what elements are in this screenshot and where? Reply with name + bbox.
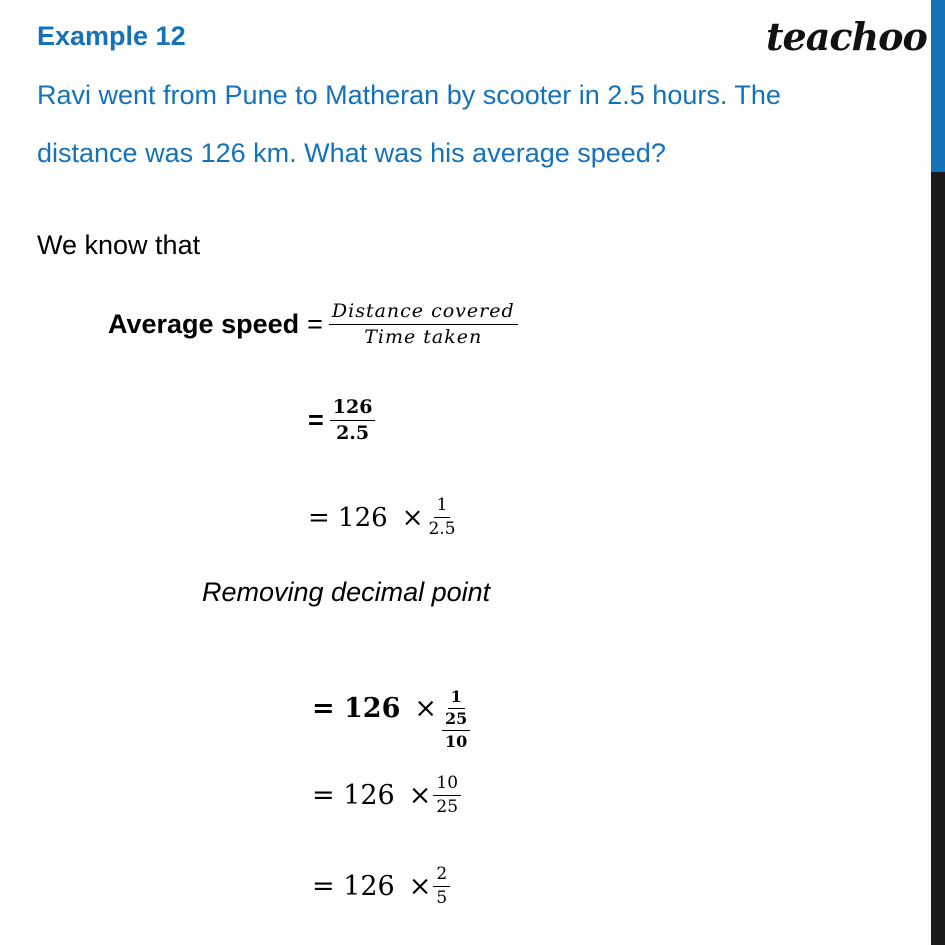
formula-denominator: Time taken [364, 325, 483, 348]
step-3 [312, 667, 473, 750]
step-3-inner-fraction [442, 708, 470, 751]
teachoo-logo[interactable]: teachoo [766, 14, 927, 59]
step-4-fraction [433, 775, 461, 817]
formula-fraction [329, 302, 518, 348]
step-2 [308, 497, 459, 539]
step-5-numerator: 2 [433, 866, 450, 887]
step-3-lhs: = 126 [312, 693, 401, 725]
formula-row [108, 302, 518, 348]
step-5-denominator: 5 [436, 887, 448, 908]
step-5 [312, 866, 450, 908]
example-title: Example 12 [37, 21, 186, 51]
step-3-numerator: 1 [448, 689, 465, 709]
step-4-lhs: = 126 [312, 780, 395, 812]
step-2-lhs: = 126 [308, 502, 388, 533]
step-1-numerator: 126 [330, 398, 376, 421]
step-4-denominator: 25 [436, 796, 459, 817]
formula-numerator: Distance covered [329, 302, 518, 325]
intro-text: We know that [37, 230, 201, 260]
question-line-1: Ravi went from Pune to Matheran by scooter in 2.5 hours. The [37, 80, 781, 110]
times-sign: × [401, 502, 424, 533]
step-1-denominator: 2.5 [336, 421, 370, 444]
step-5-lhs: = 126 [312, 871, 395, 903]
step-2-fraction [425, 497, 458, 539]
step-3-inner-denominator: 10 [445, 731, 468, 751]
step-3-denominator [439, 709, 473, 751]
step-2-numerator: 1 [434, 497, 451, 518]
times-sign: × [408, 871, 432, 903]
step-3-inner-numerator: 25 [442, 711, 470, 731]
question-line-2: distance was 126 km. What was his average speed? [37, 138, 666, 168]
step-1-equals: = [308, 405, 324, 436]
scrollbar-thumb[interactable] [931, 0, 945, 172]
step-4 [312, 775, 461, 817]
step-1-fraction [330, 398, 376, 444]
step-4-numerator: 10 [433, 775, 461, 796]
equals-sign: = [307, 309, 323, 340]
step-3-complex-fraction [439, 689, 473, 750]
step-1 [308, 398, 375, 444]
average-speed-label: Average speed [108, 309, 300, 340]
times-sign: × [414, 693, 438, 725]
times-sign: × [408, 780, 432, 812]
removing-decimal-note: Removing decimal point [202, 577, 491, 607]
step-5-fraction [433, 866, 450, 908]
step-2-denominator: 2.5 [428, 518, 456, 539]
